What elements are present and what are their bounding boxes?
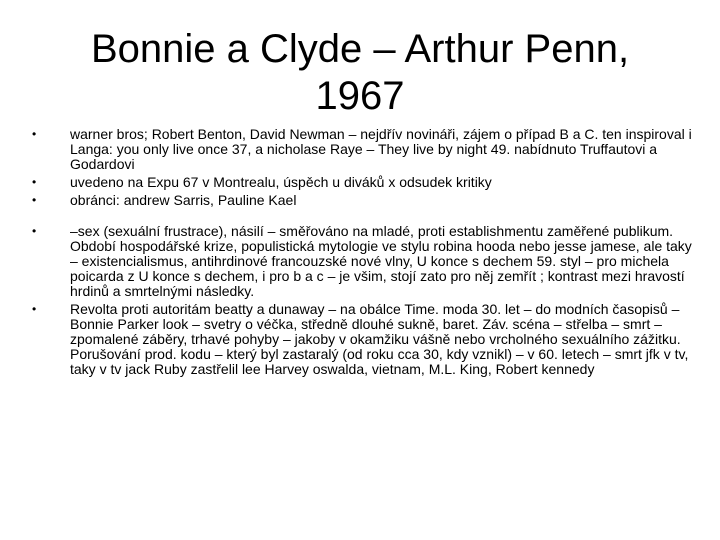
bullet-text: obránci: andrew Sarris, Pauline Kael [70, 192, 297, 208]
bullet-group-1 [26, 127, 696, 208]
slide-body [26, 127, 696, 380]
bullet-group-2 [26, 224, 696, 377]
bullet-dot: • [32, 302, 37, 316]
bullet-item [26, 193, 696, 208]
slide-title-line-2: 1967 [315, 74, 405, 118]
bullet-dot: • [32, 127, 37, 141]
bullet-item [26, 127, 696, 172]
bullet-dot: • [32, 175, 37, 189]
bullet-text: –sex (sexuální frustrace), násilí – směřováno na mladé, proti establishmentu zaměřené publikum. Období hospodářské krize, populistická mytologie ve stylu robina hooda nebo jesse jamese, ale taky – existencialismus, antihrdinové francouzské nové vlny, U konce s dechem 59. styl – pro michela poicarda z U konce s dechem, i pro b a c – je všim, stojí zato pro něj zemřít ; kontrast mezi hravostí hrdinů a smrtelnými následky. [70, 223, 692, 299]
bullet-item [26, 302, 696, 377]
bullet-text: Revolta proti autoritám beatty a dunaway – na obálce Time. moda 30. let – do modních časopisů – Bonnie Parker look – svetry o véčka, středně dlouhé sukně, baret. Záv. scéna – střelba – smrt – zpomalené záběry, trhavé pohyby – jakoby v okamžiku vášně nebo vrcholného sexuálního zážitku. Porušování prod. kodu – který byl zastaralý (od roku cca 30, kdy vznikl) – v 60. letech – smrt jfk v tv, taky v tv jack Ruby zastřelil lee Harvey oswalda, vietnam, M.L. King, Robert kennedy [70, 301, 689, 377]
slide-title-line-1: Bonnie a Clyde – Arthur Penn, [90, 27, 630, 71]
bullet-dot: • [32, 224, 37, 238]
bullet-text: uvedeno na Expu 67 v Montrealu, úspěch u diváků x odsudek kritiky [70, 174, 492, 190]
bullet-dot: • [32, 193, 37, 207]
bullet-item [26, 224, 696, 299]
bullet-text: warner bros; Robert Benton, David Newman – nejdřív novináři, zájem o případ B a C. ten inspiroval i Langa: you only live once 37, a nicholase Raye – They live by night 49. nabídnuto Truffautovi a Godardovi [70, 126, 692, 172]
bullet-item [26, 175, 696, 190]
slide-title [60, 26, 660, 120]
